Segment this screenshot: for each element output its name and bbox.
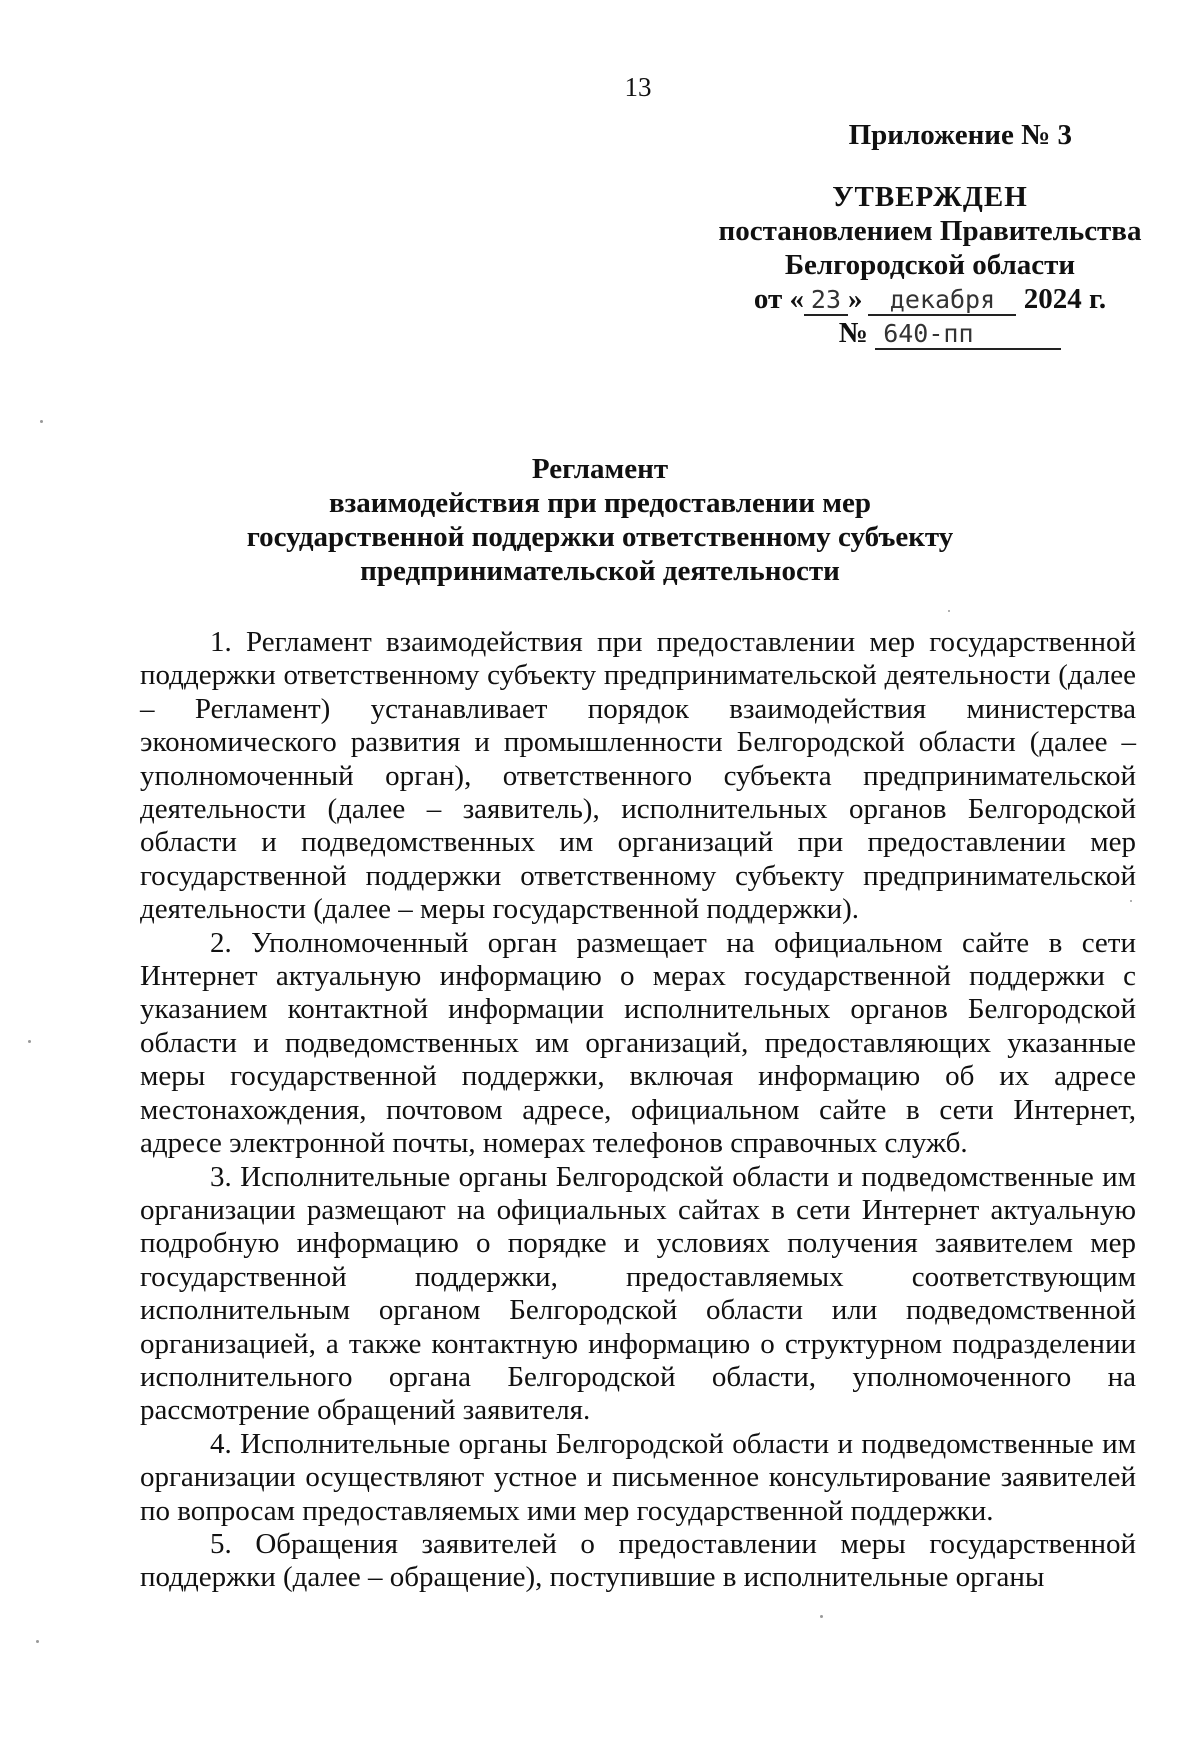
document-body	[140, 626, 1136, 1595]
scan-speck	[820, 1615, 823, 1618]
paragraph-3: 3. Исполнительные органы Белгородской области и подведомственные им организации размещают на официальных сайтах в сети Интернет актуальную подробную информацию о порядке и условиях получения заявителем мер государственной поддержки, предоставляемых соответствующим исполнительным органом Белгородской области или подведомственной организацией, а также контактную информацию о структурном подразделении исполнительного органа Белгородской области, уполномоченного на рассмотрение обращений заявителя.	[140, 1160, 1136, 1427]
appendix-label: Приложение № 3	[848, 119, 1072, 151]
number-value: 640-пп	[875, 320, 1061, 350]
region-line: Белгородской области	[784, 249, 1076, 281]
document-title	[0, 452, 1200, 588]
title-line-1: Регламент	[531, 453, 669, 485]
approval-block	[700, 118, 1160, 350]
scan-speck	[36, 1640, 39, 1643]
page-number: 13	[624, 72, 652, 102]
date-month: декабря	[868, 286, 1016, 316]
number-prefix: №	[838, 317, 868, 349]
title-line-3: государственной поддержки ответственному субъекту	[246, 521, 954, 553]
title-line-2: взаимодействия при предоставлении мер	[328, 487, 872, 519]
approved-heading: УТВЕРЖДЕН	[832, 181, 1028, 213]
scan-speck	[1130, 900, 1132, 902]
title-line-4: предпринимательской деятельности	[360, 555, 840, 587]
paragraph-1: 1. Регламент взаимодействия при предоставлении мер государственной поддержки ответственному субъекту предпринимательской деятельности (далее – Регламент) устанавливает порядок взаимодействия министерства экономического развития и промышленности Белгородской области (далее – уполномоченный орган), ответственного субъекта предпринимательской деятельности (далее – заявитель), исполнительных органов Белгородской области и подведомственных им организаций при предоставлении мер государственной поддержки ответственному субъекту предпринимательской деятельности (далее – меры государственной поддержки).	[140, 626, 1136, 926]
paragraph-2: 2. Уполномоченный орган размещает на официальном сайте в сети Интернет актуальную информацию о мерах государственной поддержки с указанием контактной информации исполнительных органов Белгородской области и подведомственных им организаций, предоставляющих указанные меры государственной поддержки, включая информацию об их адресе местонахождения, почтовом адресе, официальном сайте в сети Интернет, адресе электронной почты, номерах телефонов справочных служб.	[140, 926, 1136, 1160]
approved-by-line: постановлением Правительства	[718, 215, 1142, 247]
date-prefix: от «	[753, 283, 804, 315]
scan-speck	[948, 610, 950, 612]
scan-speck	[28, 1040, 31, 1043]
date-mid: »	[847, 283, 863, 315]
paragraph-5: 5. Обращения заявителей о предоставлении меры государственной поддержки (далее – обращение), поступившие в исполнительные органы	[140, 1527, 1136, 1594]
paragraph-4: 4. Исполнительные органы Белгородской области и подведомственные им организации осуществляют устное и письменное консультирование заявителей по вопросам предоставляемых ими мер государственной поддержки.	[140, 1427, 1136, 1527]
approval-date	[700, 282, 1160, 316]
date-year: 2024 г.	[1023, 283, 1107, 315]
approval-number	[700, 316, 1160, 350]
date-day: 23	[804, 286, 848, 316]
scan-speck	[40, 420, 43, 423]
